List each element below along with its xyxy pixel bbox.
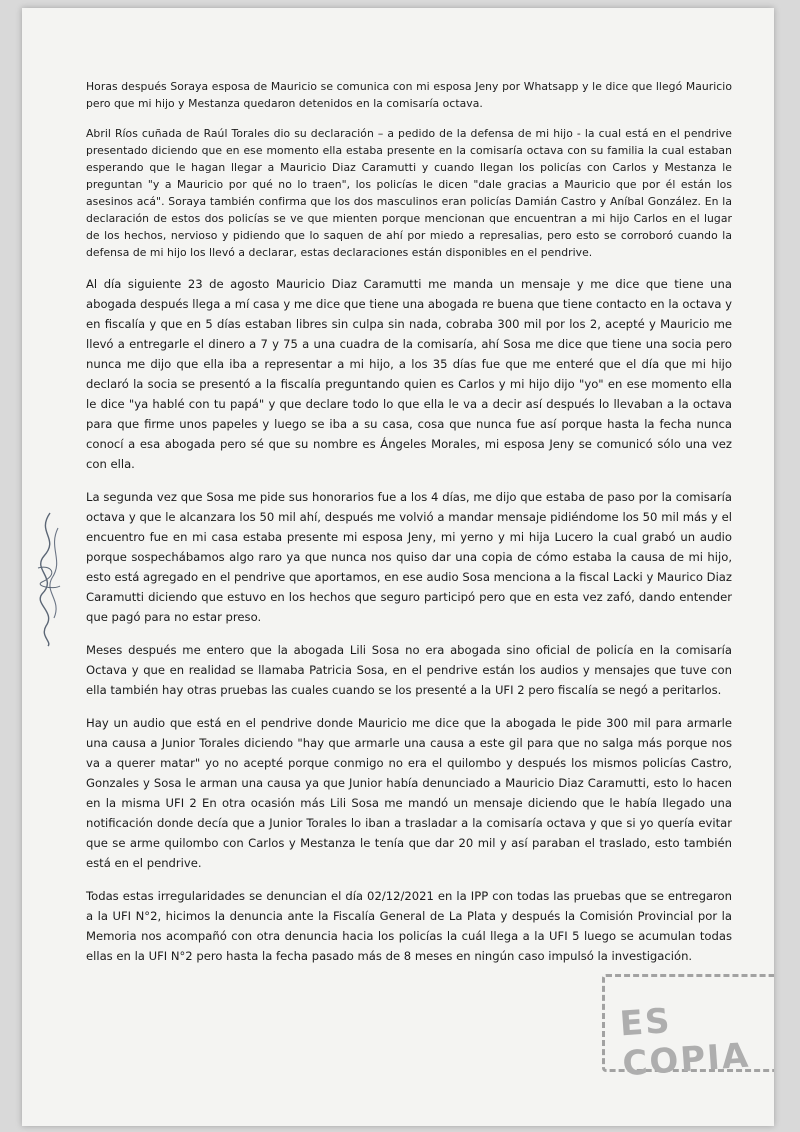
- handwritten-signature: [30, 508, 70, 648]
- paragraph-2: Abril Ríos cuñada de Raúl Torales dio su declaración – a pedido de la defensa de mi hijo - la cual está en el pendrive presentado diciendo que en ese momento ella estaba presente en la comisaría octava con su familia la cual estaban esperando que le hagan llegar a Mauricio Diaz Caramutti y cuando llegan los policías con Carlos y Mestanza le preguntan "y a Mauricio por qué no lo traen", los policías le dicen "dale gracias a Mauricio que por él están los asesinos acá". Soraya también confirma que los dos masculinos eran policías Damián Castro y Aníbal González. En la declaración de estos dos policías se ve que mienten porque mencionan que encuentran a mi hijo Carlos en el lugar de los hechos, nervioso y pidiendo que lo saquen de ahí por miedo a represalias, pero esto se corroboró cuando la defensa de mi hijo los llevó a declarar, estas declaraciones están disponibles en el pendrive.: [86, 127, 732, 259]
- paragraph-4: La segunda vez que Sosa me pide sus honorarios fue a los 4 días, me dijo que estaba de paso por la comisaría octava y que le alcanzara los 50 mil ahí, después me volvió a mandar mensaje pidiéndome los 50 mil más y el encuentro fue en mi casa estaba presente mi esposa Jeny, mi yerno y mi hija Lucero la cual grabó un audio porque sospechábamos algo raro ya que nunca nos quiso dar una copia de cómo estaba la causa de mi hijo, esto está agregado en el pendrive que aportamos, en ese audio Sosa menciona a la fiscal Lacki y Maurico Diaz Caramutti diciendo que estuvo en los hechos que seguro participó pero que en esta vez zafó, dando entender que pagó para no estar preso.: [86, 490, 732, 624]
- paragraph-3: Al día siguiente 23 de agosto Mauricio Diaz Caramutti me manda un mensaje y me dice que tiene una abogada después llega a mí casa y me dice que tiene una abogada re buena que tiene contacto en la octava y en fiscalía y que en 5 días estaban libres sin culpa sin nada, cobraba 300 mil por los 2, acepté y Mauricio me llevó a entregarle el dinero a 7 y 75 a una cuadra de la comisaría, ahí Sosa me dice que tiene una socia pero nunca me dijo que ella iba a representar a mi hijo, a los 35 días fue que me enteré que el día que mi hijo declaró la socia se presentó a la fiscalía preguntando quien es Carlos y mi hijo dijo "yo" en ese momento ella le dice "ya hablé con tu papá" y que declare todo lo que ella le va a decir así después lo llevaban a la octava para que firme unos papeles y luego se iba a su casa, cosa que nunca fue así porque hasta la fecha nunca conocí a esa abogada pero sé que su nombre es Ángeles Morales, mi esposa Jeny se comunicó sólo una vez con ella.: [86, 277, 732, 471]
- paragraph-1: Horas después Soraya esposa de Mauricio se comunica con mi esposa Jeny por Whatsapp y le dice que llegó Mauricio pero que mi hijo y Mestanza quedaron detenidos en la comisaría octava.: [86, 80, 732, 110]
- paragraph-7: Todas estas irregularidades se denuncian el día 02/12/2021 en la IPP con todas las pruebas que se entregaron a la UFI N°2, hicimos la denuncia ante la Fiscalía General de La Plata y después la Comisión Provincial por la Memoria nos acompañó con otra denuncia hacia los policías la cuál llega a la UFI 5 luego se acumulan todas ellas en la UFI N°2 pero hasta la fecha pasado más de 8 meses en ningún caso impulsó la investigación.: [86, 889, 732, 963]
- stamp-text: ES COPIA: [618, 1001, 752, 1085]
- paragraph-5: Meses después me entero que la abogada Lili Sosa no era abogada sino oficial de policía en la comisaría Octava y que en realidad se llamaba Patricia Sosa, en el pendrive están los audios y mensajes que tuve con ella también hay otras pruebas las cuales cuando se los presenté a la UFI 2 pero fiscalía se negó a peritarlos.: [86, 643, 732, 697]
- paragraph-6: Hay un audio que está en el pendrive donde Mauricio me dice que la abogada le pide 300 mil para armarle una causa a Junior Torales diciendo "hay que armarle una causa a este gil para que no salga más porque nos va a querer matar" yo no acepté porque conmigo no era el quilombo y después los mismos policías Castro, Gonzales y Sosa le arman una causa ya que Junior había denunciado a Mauricio Diaz Caramutti, esto lo hacen en la misma UFI 2 En otra ocasión más Lili Sosa me mandó un mensaje diciendo que le había llegado una notificación donde decía que a Junior Torales lo iban a trasladar a la comisaría octava y que si yo quería evitar que se arme quilombo con Carlos y Mestanza le tenía que dar 20 mil y así paraban el traslado, esto también está en el pendrive.: [86, 716, 732, 870]
- document-page: [22, 8, 774, 1126]
- document-body: [86, 78, 732, 979]
- es-copia-stamp: [602, 974, 774, 1085]
